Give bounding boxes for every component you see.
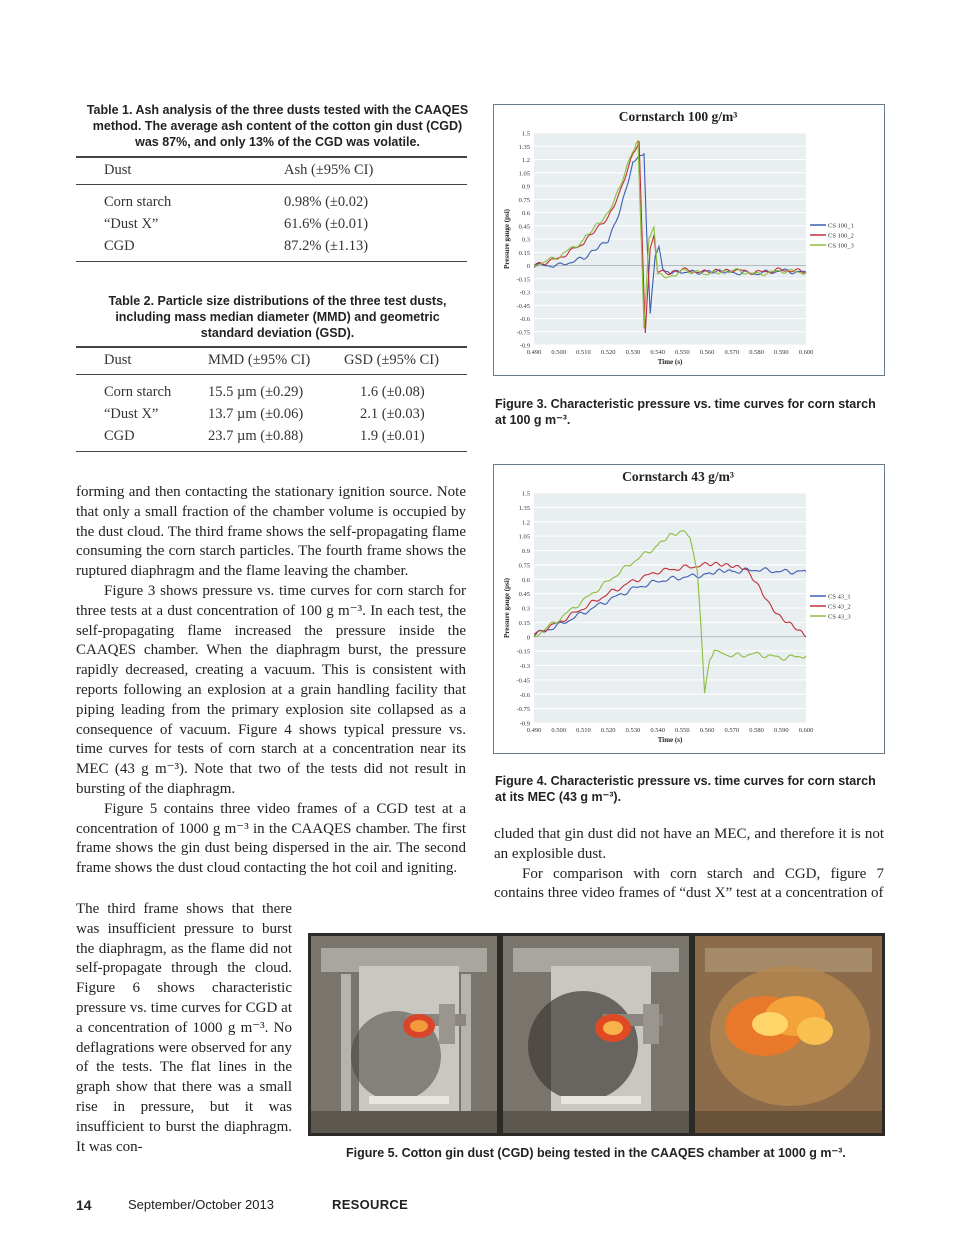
x-tick-label: 0.500 [551,727,567,734]
table2-header-dust: Dust [76,347,208,375]
y-tick-label: 0.9 [521,183,530,191]
video-frame-2 [503,936,689,1133]
table2-cell: “Dust X” [104,406,159,422]
table-row [76,375,467,404]
y-tick-label: 0 [526,634,530,642]
y-axis-label: Pressure gauge (psi) [503,208,511,270]
table2-cell: 23.7 µm (±0.88) [208,425,344,452]
video-frame-1 [311,936,497,1133]
x-tick-label: 0.590 [773,349,789,356]
x-tick-label: 0.570 [724,349,740,356]
frame2-illustration [503,936,689,1133]
table1-cell: Corn starch [104,194,172,210]
y-tick-label: 0.9 [521,548,530,555]
table-row [76,213,467,235]
table2-cell: CGD [76,425,208,452]
table2-cell: Corn starch [104,384,172,400]
x-axis-label: Time (s) [657,736,683,744]
table1-cell: “Dust X” [104,216,159,232]
table2-cell: 2.1 (±0.03) [360,406,425,422]
table1-cell: CGD [76,235,284,262]
issue-date: September/October 2013 [128,1197,274,1212]
x-axis-label: Time (s) [657,358,683,366]
y-axis-label: Pressure gauge (psi) [503,577,511,639]
x-tick-label: 0.490 [526,349,542,356]
chart-title: Cornstarch 100 g/m³ [618,109,738,124]
legend-label: CS 100_3 [828,242,854,250]
y-tick-label: 0.6 [521,576,530,584]
table2-cell: 15.5 µm (±0.29) [208,384,304,400]
page-number: 14 [76,1197,92,1213]
x-tick-label: 0.550 [675,727,690,734]
table2-cell: 1.6 (±0.08) [360,384,425,400]
x-tick-label: 0.580 [749,349,764,356]
y-tick-label: 1.5 [521,130,530,138]
y-tick-label: -0.15 [516,276,530,284]
legend-label: CS 43_3 [828,613,851,621]
x-tick-label: 0.520 [600,349,616,356]
legend-label: CS 43_2 [828,603,851,611]
figure3-chart-frame [493,104,885,376]
column1-narrow-text: The third frame shows that there was insufficient pressure to burst the diaphragm, as the flame did not self-propagate through the cloud. Figure 6 shows characteristic pressure vs. time curves for CGD at a concentration of 1000 g m⁻³. No deflagrations were observed for any of the tests. The flat lines in the graph show that there was a small rise in pressure, but it was insufficient to burst the diaphragm. It was con- [76,901,292,1155]
x-tick-label: 0.490 [526,727,542,734]
figure3-caption: Figure 3. Characteristic pressure vs. time curves for corn starch at 100 g m⁻³. [495,397,876,427]
figure5-caption: Figure 5. Cotton gin dust (CGD) being tested in the CAAQES chamber at 1000 g m⁻³. [346,1146,846,1160]
y-tick-label: -0.9 [519,342,530,350]
column2-text [494,825,884,904]
frame1-illustration [311,936,497,1133]
y-tick-label: -0.6 [519,691,530,699]
table2 [76,346,467,452]
table1-cell: 0.98% (±0.02) [284,194,369,210]
legend-label: CS 43_1 [828,593,851,601]
y-tick-label: 1.35 [518,143,530,151]
table1-cell: 61.6% (±0.01) [284,216,369,232]
x-tick-label: 0.590 [773,727,789,734]
x-tick-label: 0.570 [724,727,740,734]
y-tick-label: 0.45 [518,223,530,231]
table1-header-row [76,157,467,185]
y-tick-label: 1.2 [521,519,530,527]
video-frame-3 [695,936,882,1133]
y-tick-label: 1.05 [518,170,530,178]
figure3-chart [494,105,884,375]
y-tick-label: 0.6 [521,210,530,217]
y-tick-label: -0.6 [519,316,530,323]
y-tick-label: 0.3 [521,605,530,613]
col2-paragraph: For comparison with corn starch and CGD, figure 7 contains three video frames of “dust X” test at a concentration of [494,865,884,902]
y-tick-label: -0.75 [516,329,530,337]
table1 [76,156,467,262]
figure5-frames [308,933,885,1136]
x-tick-label: 0.540 [650,349,665,356]
x-tick-label: 0.600 [798,349,814,356]
table1-header-ash: Ash (±95% CI) [284,157,467,185]
magazine-name: RESOURCE [332,1197,409,1212]
x-tick-label: 0.540 [650,727,665,734]
legend-label: CS 100_2 [828,232,854,240]
chart-title: Cornstarch 43 g/m³ [622,469,734,484]
table2-caption: Table 2. Particle size distributions of the three test dusts, including mass median diameter (MMD) and geometric standard deviation (GSD). [108,294,447,340]
table2-cell: 13.7 µm (±0.06) [208,406,304,422]
y-tick-label: 1.5 [521,490,530,498]
y-tick-label: 0.45 [518,591,530,599]
y-tick-label: 1.05 [518,533,530,541]
y-tick-label: 1.35 [518,504,530,512]
figure4-chart-frame [493,464,885,754]
table1-header-dust: Dust [76,157,284,185]
y-tick-label: 1.2 [521,157,530,164]
table2-cell: 1.9 (±0.01) [344,425,467,452]
figure4-chart [494,465,884,753]
y-tick-label: -0.45 [516,677,530,685]
frame3-illustration [695,936,882,1133]
y-tick-label: 0.3 [521,236,530,244]
table1-cell: 87.2% (±1.13) [284,235,467,262]
y-tick-label: 0.15 [518,619,530,627]
x-tick-label: 0.530 [625,349,641,356]
legend-label: CS 100_1 [828,222,854,230]
table2-header-row [76,347,467,375]
x-tick-label: 0.560 [699,727,715,734]
y-tick-label: 0.15 [518,249,530,257]
table2-header-gsd: GSD (±95% CI) [344,347,467,375]
col1-paragraph: forming and then contacting the stationary ignition source. Note that only a small fraction of the chamber volume is occupied by the dust cloud. The third frame shows the self-propagating flame consuming the corn starch particles. The fourth frame shows the ruptured diaphragm and the flame leaving the chamber. [76,484,466,580]
table-row [76,425,467,452]
table1-caption: Table 1. Ash analysis of the three dusts tested with the CAAQES method. The average ash content of the cotton gin dust (CGD) was 87%, and only 13% of the CGD was volatile. [86,103,469,149]
y-tick-label: -0.45 [516,302,530,310]
y-tick-label: -0.3 [519,289,530,297]
column1-text [76,483,466,879]
y-tick-label: -0.75 [516,706,530,714]
x-tick-label: 0.510 [576,727,591,734]
col2-paragraph: cluded that gin dust did not have an MEC, and therefore it is not an explosible dust. [494,826,884,862]
table2-header-mmd: MMD (±95% CI) [208,347,344,375]
x-tick-label: 0.600 [798,727,814,734]
y-tick-label: -0.15 [516,648,530,656]
table-row [76,403,467,425]
table-row [76,185,467,214]
x-tick-label: 0.560 [699,349,715,356]
x-tick-label: 0.550 [675,349,690,356]
y-tick-label: -0.3 [519,663,530,670]
x-tick-label: 0.530 [625,727,641,734]
col1-paragraph: Figure 3 shows pressure vs. time curves for corn starch for three tests at a dust concentration of 100 g m⁻³. In each test, the self-propagating flame increased the pressure inside the CAAQES chamber. When the diaphragm burst, the pressure rapidly decreased, creating a vacuum. This is consistent with reports following an explosion at a grain handling facility that piping leading from the primary explosion site collapsed as a consequence of vacuum. Figure 4 shows typical pressure vs. time curves for tests of corn starch at a concentration near its MEC (43 g m⁻³). Note that two of the tests did not result in bursting of the diaphragm. [76,582,466,797]
y-tick-label: 0.75 [518,196,530,204]
x-tick-label: 0.580 [749,727,764,734]
y-tick-label: 0 [526,263,530,270]
y-tick-label: 0.75 [518,562,530,570]
table-row [76,235,467,262]
figure4-caption: Figure 4. Characteristic pressure vs. time curves for corn starch at its MEC (43 g m⁻³). [495,774,876,804]
x-tick-label: 0.500 [551,349,567,356]
x-tick-label: 0.510 [576,349,591,356]
col1-paragraph: Figure 5 contains three video frames of a CGD test at a concentration of 1000 g m⁻³ in the CAAQES chamber. The first frame shows the gin dust being dispersed in the air. The second frame shows the dust cloud contacting the hot coil and igniting. [76,800,466,877]
x-tick-label: 0.520 [600,727,616,734]
y-tick-label: -0.9 [519,720,530,728]
